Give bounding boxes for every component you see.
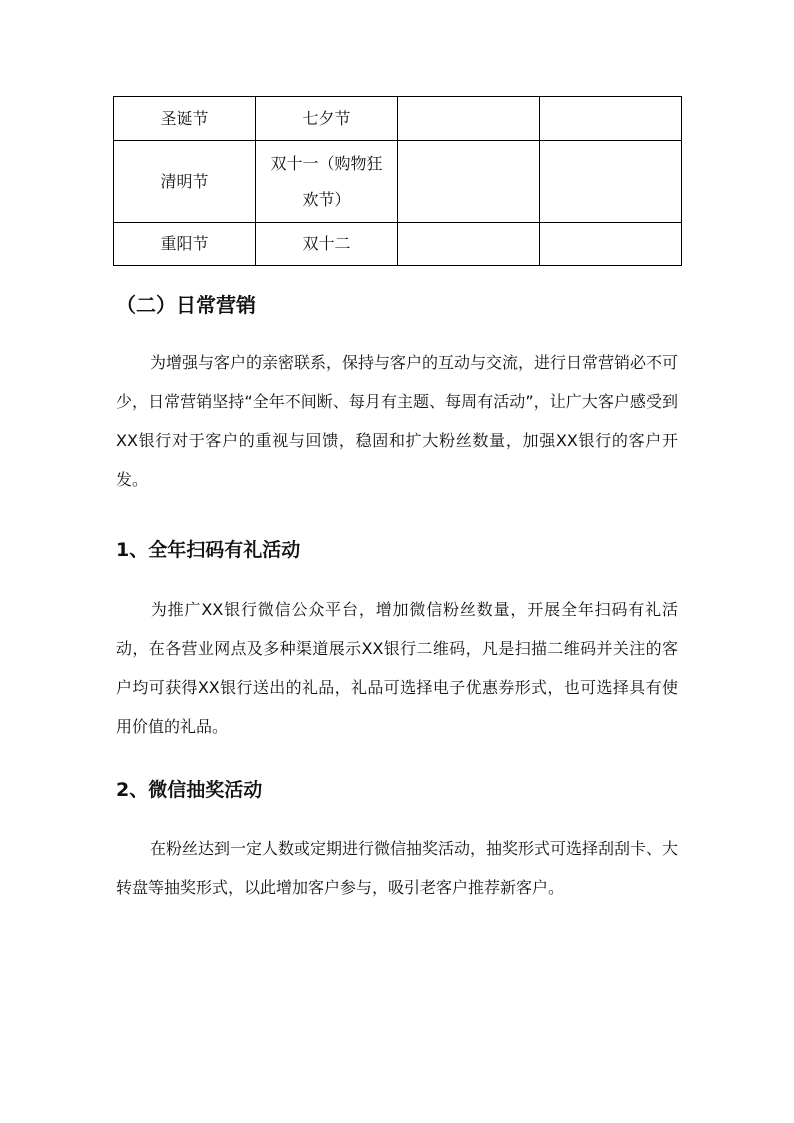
section-heading: （二）日常营销: [116, 293, 256, 317]
lottery-text: 在粉丝达到一定人数或定期进行微信抽奖活动，抽奖形式可选择刮刮卡、大转盘等抽奖形式，以此增加客户参与，吸引老客户推荐新客户。: [116, 839, 679, 897]
table-cell: 重阳节: [114, 223, 256, 266]
table-row: [114, 141, 682, 223]
table-cell: [398, 97, 540, 141]
table-cell: 七夕节: [256, 97, 398, 141]
scan-text: 为推广XX银行微信公众平台，增加微信粉丝数量，开展全年扫码有礼活动，在各营业网点及多种渠道展示XX银行二维码，凡是扫描二维码并关注的客户均可获得XX银行送出的礼品，礼品可选择电子优惠券形式，也可选择具有使用价值的礼品。: [116, 600, 678, 736]
table-cell: 清明节: [114, 141, 256, 223]
holiday-table: [113, 96, 682, 266]
table-cell: [540, 223, 682, 266]
intro-text: 为增强与客户的亲密联系，保持与客户的互动与交流，进行日常营销必不可少，日常营销坚持“全年不间断、每月有主题、每周有活动”，让广大客户感受到XX银行对于客户的重视与回馈，稳固和扩大粉丝数量，加强XX银行的客户开发。: [116, 353, 679, 489]
table-cell: [540, 141, 682, 223]
table-cell: [540, 97, 682, 141]
lottery-paragraph: [116, 829, 678, 907]
table-cell: 圣诞节: [114, 97, 256, 141]
intro-paragraph: [116, 343, 678, 499]
table-cell: [398, 141, 540, 223]
subsection-heading-scan: 1、全年扫码有礼活动: [116, 539, 301, 561]
scan-paragraph: [116, 590, 678, 746]
table-cell: 双十一（购物狂欢节）: [256, 141, 398, 223]
table-cell: [398, 223, 540, 266]
table-row: [114, 97, 682, 141]
table-row: [114, 223, 682, 266]
table-cell: 双十二: [256, 223, 398, 266]
subsection-heading-lottery: 2、微信抽奖活动: [116, 779, 263, 801]
